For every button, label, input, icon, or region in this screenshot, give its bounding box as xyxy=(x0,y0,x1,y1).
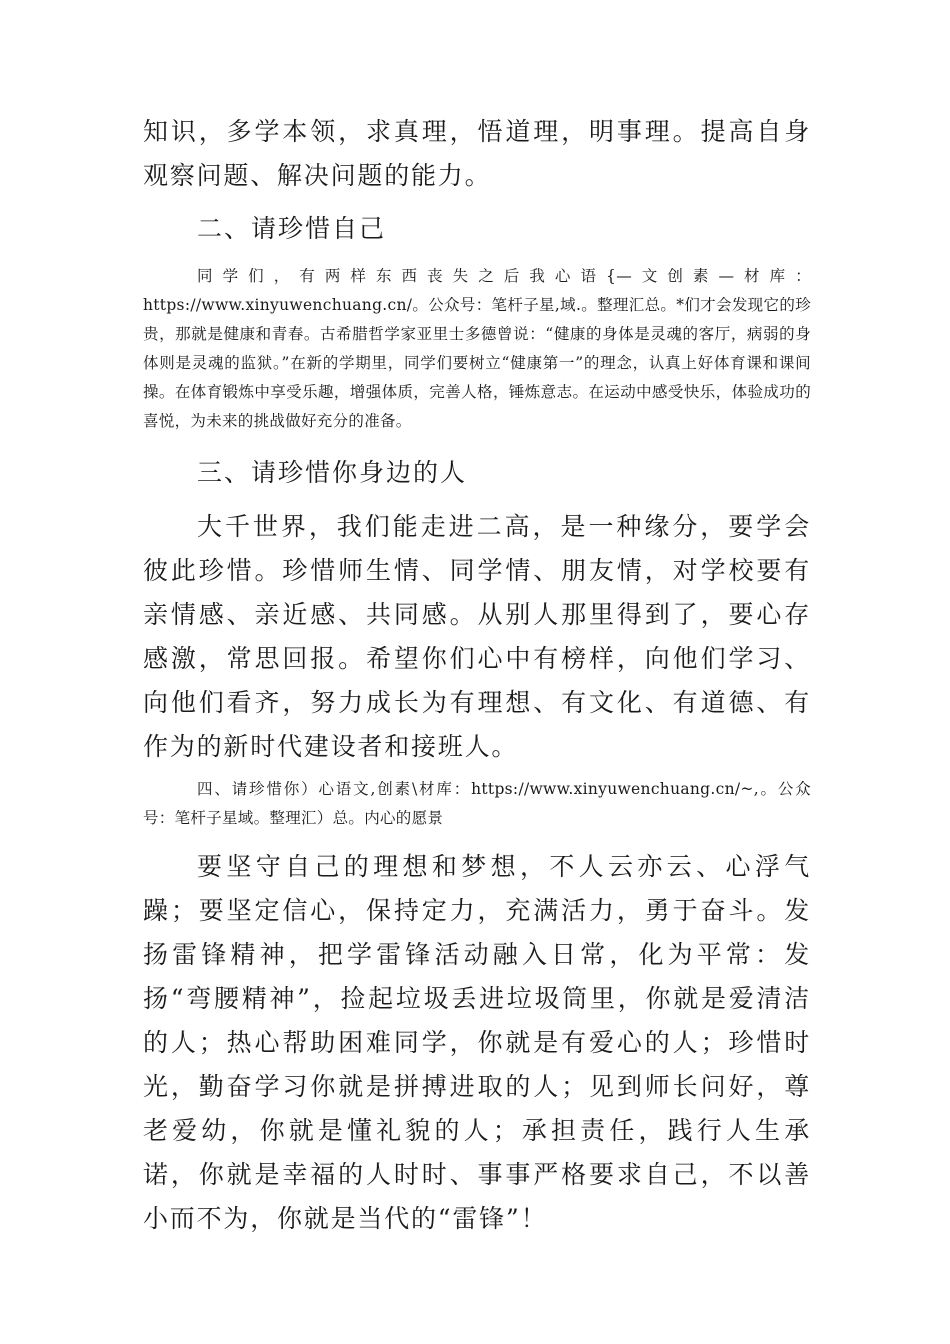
paragraph-cherish-people: 大千世界，我们能走进二高，是一种缘分，要学会彼此珍惜。珍惜师生情、同学情、朋友情，对学校要有亲情感、亲近感、共同感。从别人那里得到了，要心存感激，常思回报。希望你们心中有榜样，向他们学习、向他们看齐，努力成长为有理想、有文化、有道德、有作为的新时代建设者和接班人。 xyxy=(143,512,811,761)
paragraph-health-and-youth: 同学们，有两样东西丧失之后我心语{—文创素—材库：https://www.xinyuwenchuang.cn/。公众号：笔杆子星,域.。整理汇总。*们才会发现它的珍贵，那就是健康和青春。古希腊哲学家亚里士多德曾说：“健康的身体是灵魂的客厅，病弱的身体则是灵魂的监狱。”在新的学期里，同学们要树立“健康第一”的理念，认真上好体育课和课间操。在体育锻炼中享受乐趣，增强体质，完善人格，锤炼意志。在运动中感受快乐，体验成功的喜悦，为未来的挑战做好充分的准备。 xyxy=(143,267,811,430)
paragraph-continued: 知识，多学本领，求真理，悟道理，明事理。提高自身观察问题、解决问题的能力。 xyxy=(143,117,811,190)
section-heading-inner-vision: 四、请珍惜你）心语文,创素\材库：https://www.xinyuwenchuang.cn/~,。公众号：笔杆子星域。整理汇）总。内心的愿景 xyxy=(143,780,811,827)
section-heading-cherish-yourself: 二、请珍惜自己 xyxy=(197,214,387,243)
paragraph-lei-feng-spirit: 要坚守自己的理想和梦想，不人云亦云、心浮气躁；要坚定信心，保持定力，充满活力，勇于奋斗。发扬雷锋精神，把学雷锋活动融入日常，化为平常：发扬“弯腰精神”，捡起垃圾丢进垃圾筒里，你就是爱清洁的人；热心帮助困难同学，你就是有爱心的人；珍惜时光，勤奋学习你就是拼搏进取的人；见到师长问好，尊老爱幼，你就是懂礼貌的人；承担责任，践行人生承诺，你就是幸福的人时时、事事严格要求自己，不以善小而不为，你就是当代的“雷锋”！ xyxy=(143,852,811,1233)
section-heading-cherish-people: 三、请珍惜你身边的人 xyxy=(197,458,468,487)
